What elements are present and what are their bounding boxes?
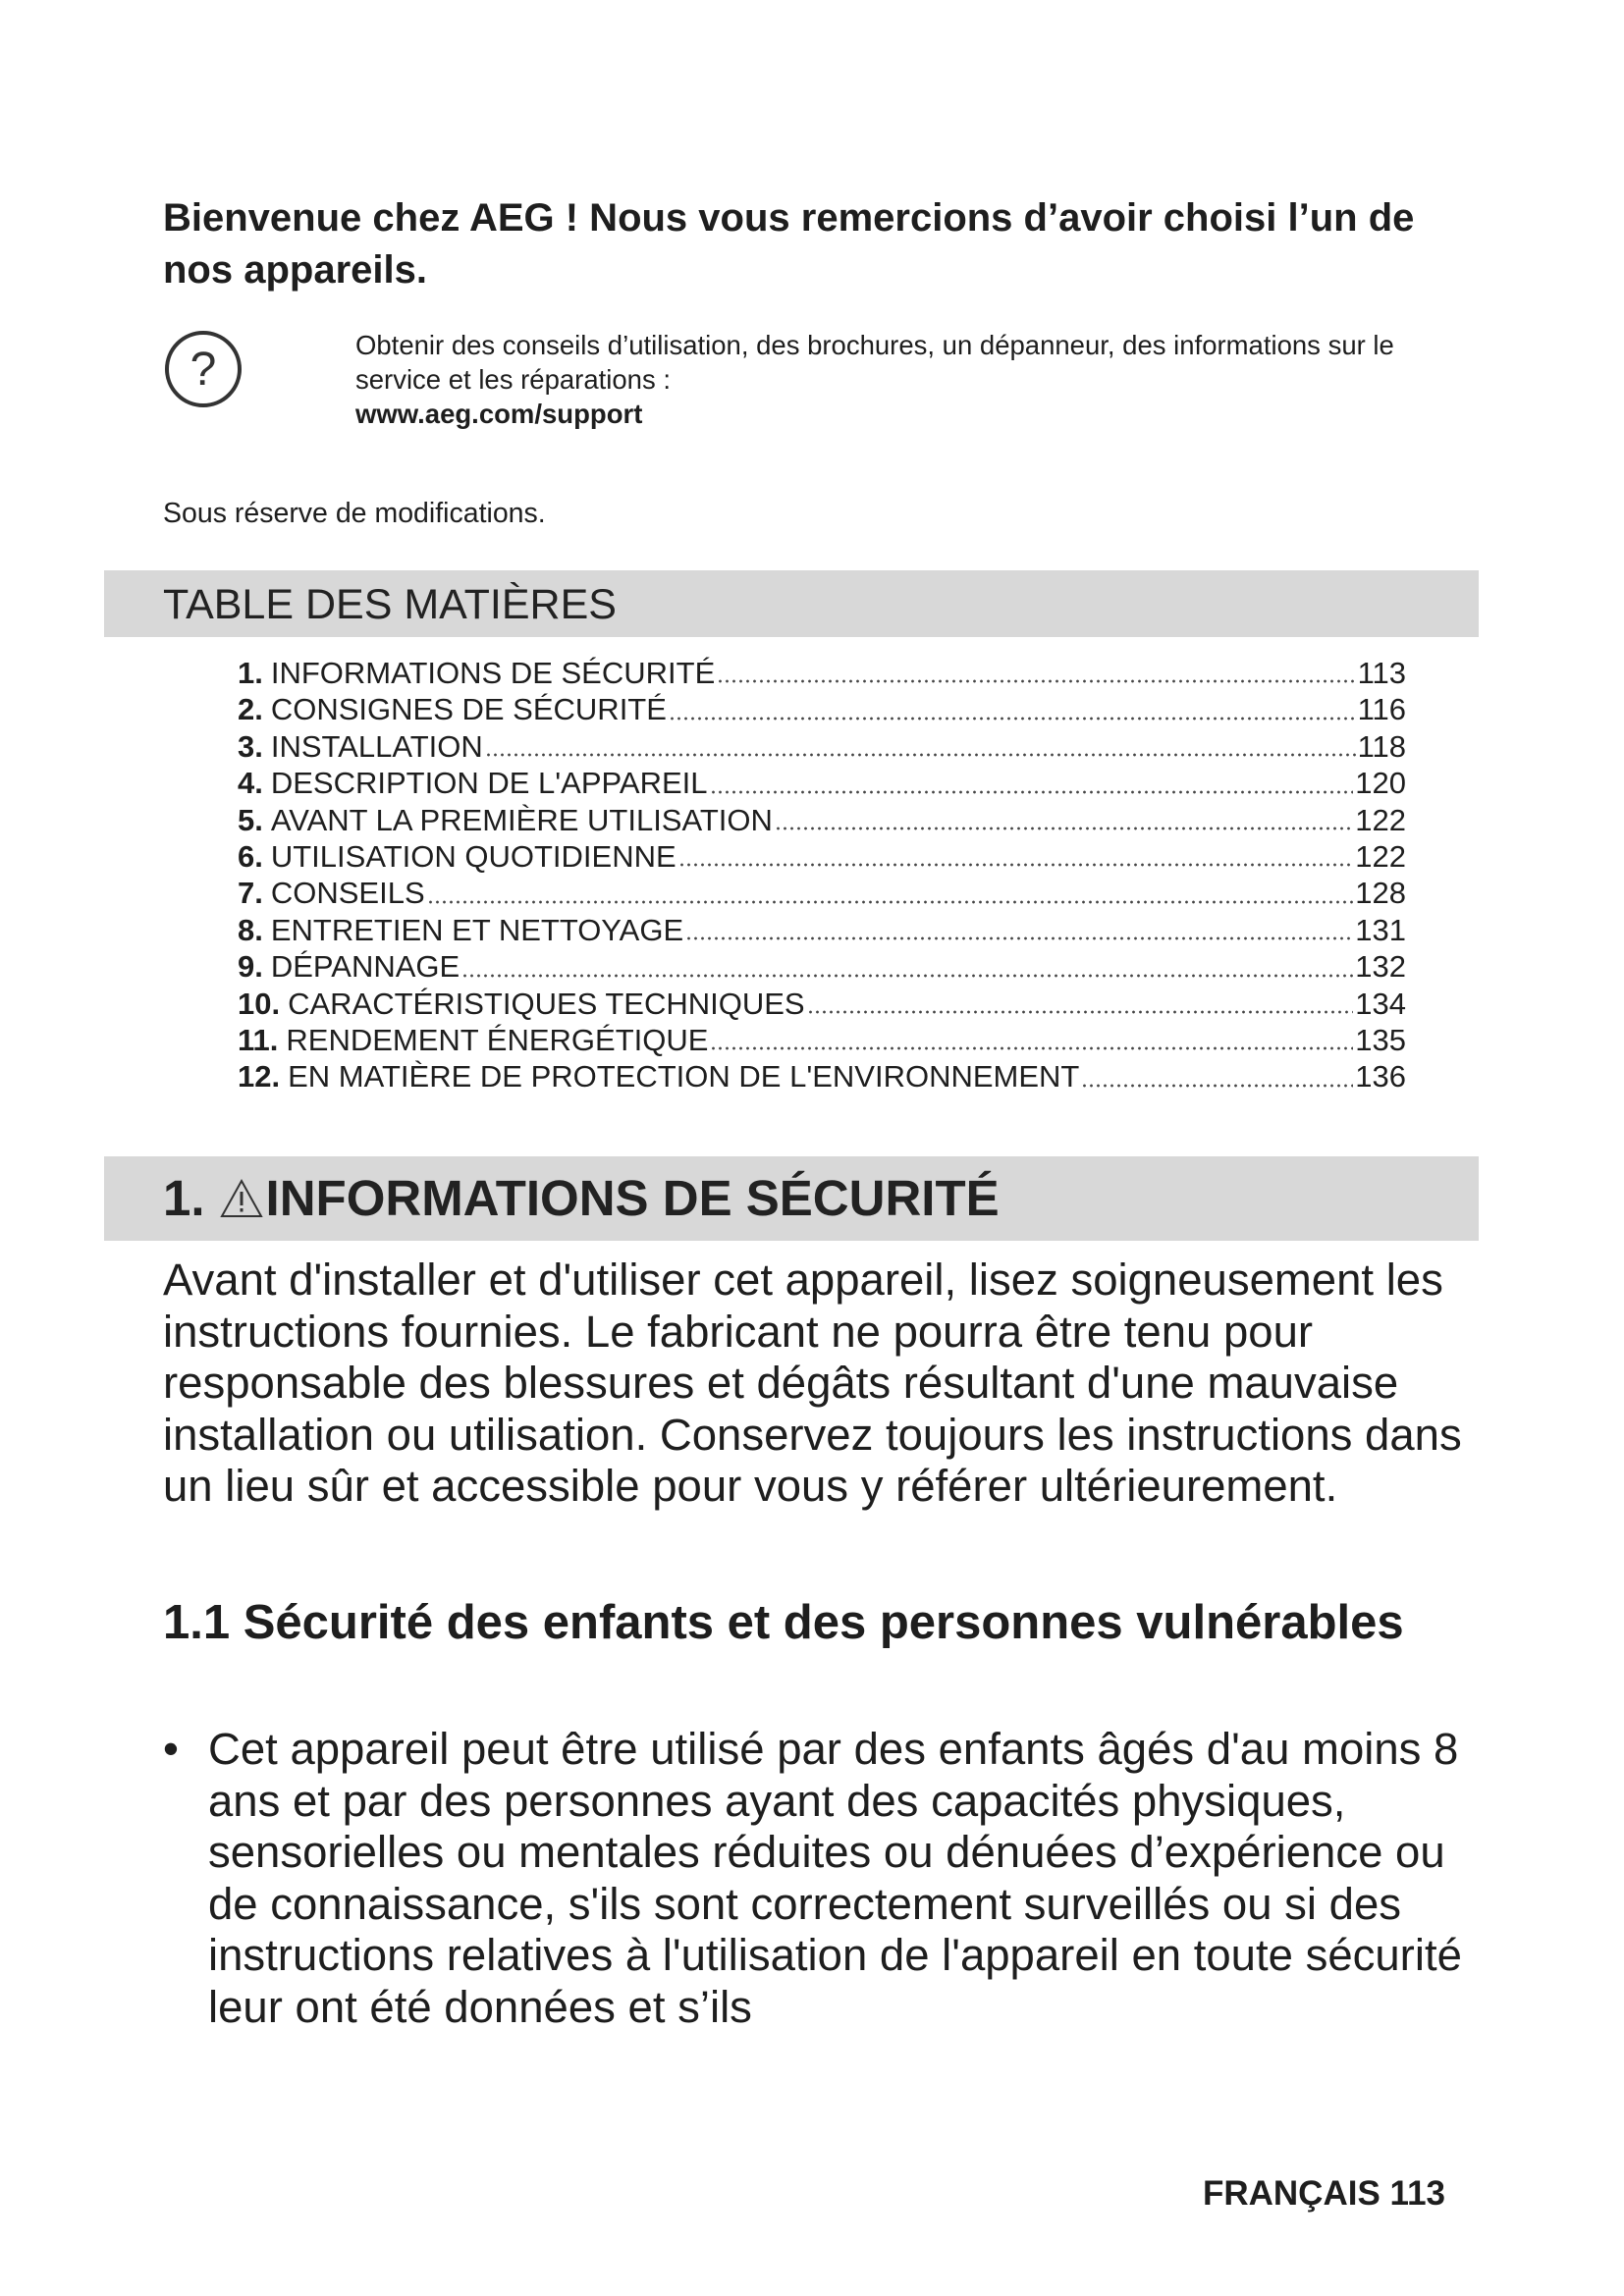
list-item: • Cet appareil peut être utilisé par des enfants âgés d'au moins 8 ans et par des personnes ayant des capacités physiques, sensorielles ou mentales réduites ou dénuées d’expérience ou de connaissance, s'ils sont correctement surveillés ou si des instructions relatives à l'utilisation de l'appareil en toute sécurité leur ont été données et s’ils [163,1724,1479,2033]
toc-entry-page: 134 [1355,986,1406,1021]
support-text: Obtenir des conseils d’utilisation, des brochures, un dépanneur, des informations sur le service et les réparations : [355,330,1394,395]
toc-entry[interactable] [238,765,1406,801]
toc-entry-page: 113 [1357,656,1406,690]
safety-bullet-list [163,1724,1479,2033]
toc-leader-dots [685,916,1353,941]
footer-page-number: 113 [1389,2174,1445,2213]
toc-entry-label: UTILISATION QUOTIDIENNE [270,838,677,874]
toc-entry-label: DÉPANNAGE [270,949,460,985]
toc-entry[interactable] [238,691,1406,727]
toc-entry-page: 132 [1355,949,1406,985]
toc-entry-label: ENTRETIEN ET NETTOYAGE [270,912,684,947]
table-of-contents [238,655,1406,1095]
footer-language: FRANÇAIS [1202,2174,1380,2213]
toc-leader-dots [807,989,1354,1015]
toc-entry-number: 11. [238,1022,279,1057]
toc-leader-dots [710,1026,1353,1051]
section-title-text: INFORMATIONS DE SÉCURITÉ [265,1170,1000,1226]
toc-entry-page: 128 [1355,876,1406,911]
toc-leader-dots [678,842,1354,868]
toc-entry-number: 7. [238,876,263,911]
toc-entry-number: 10. [238,986,281,1021]
toc-leader-dots [669,696,1356,721]
section-header-bar [104,1156,1479,1241]
welcome-heading: Bienvenue chez AEG ! Nous vous remercions d’avoir choisi l’un de nos appareils. [163,196,1415,292]
toc-entry[interactable] [238,802,1406,838]
toc-entry[interactable] [238,875,1406,911]
support-info [355,328,1485,431]
toc-entry-page: 122 [1355,838,1406,874]
toc-entry-label: DESCRIPTION DE L'APPAREIL [270,766,708,801]
toc-entry-label: CONSIGNES DE SÉCURITÉ [270,692,667,727]
toc-entry-label: CARACTÉRISTIQUES TECHNIQUES [288,986,805,1021]
toc-entry-label: EN MATIÈRE DE PROTECTION DE L'ENVIRONNEMENT [288,1059,1080,1095]
toc-entry[interactable] [238,1058,1406,1095]
toc-entry-page: 136 [1355,1059,1406,1095]
toc-title: TABLE DES MATIÈRES [163,581,617,628]
toc-entry[interactable] [238,838,1406,875]
toc-entry-number: 1. [238,656,263,690]
toc-entry-number: 2. [238,692,263,727]
toc-leader-dots [427,880,1354,905]
toc-leader-dots [461,953,1353,979]
toc-entry-page: 135 [1355,1022,1406,1057]
toc-entry-page: 116 [1357,692,1406,727]
toc-entry[interactable] [238,986,1406,1022]
toc-entry[interactable] [238,655,1406,691]
toc-entry-label: CONSEILS [270,876,425,911]
toc-entry[interactable] [238,912,1406,948]
toc-entry-page: 131 [1355,912,1406,947]
section-title [163,1156,1479,1241]
toc-entry-label: INFORMATIONS DE SÉCURITÉ [270,656,716,690]
toc-entry-number: 4. [238,766,263,801]
toc-entry-number: 12. [238,1059,281,1095]
toc-entry[interactable] [238,1022,1406,1058]
support-link[interactable]: www.aeg.com/support [355,399,643,429]
toc-leader-dots [775,806,1353,831]
toc-entry-label: RENDEMENT ÉNERGÉTIQUE [286,1022,709,1057]
toc-entry-number: 5. [238,802,263,837]
toc-entry-number: 9. [238,949,263,985]
section-intro: Avant d'installer et d'utiliser cet appareil, lisez soigneusement les instructions fournies. Le fabricant ne pourra être tenu pour responsable des blessures et dégâts résultant d'une mauvaise installation ou utilisation. Conservez toujours les instructions dans un lieu sûr et accessible pour vous y référer ultérieurement. [163,1255,1462,1511]
toc-leader-dots [710,770,1354,795]
toc-leader-dots [1081,1063,1353,1089]
toc-entry-number: 8. [238,912,263,947]
subsection-title: 1.1 Sécurité des enfants et des personnes vulnérables [163,1596,1404,1649]
toc-entry[interactable] [238,948,1406,985]
toc-entry-label: AVANT LA PREMIÈRE UTILISATION [270,802,773,837]
toc-entry[interactable] [238,728,1406,765]
modification-notice: Sous réserve de modifications. [163,498,546,529]
toc-leader-dots [717,659,1355,684]
toc-entry-page: 118 [1357,728,1406,764]
toc-entry-number: 3. [238,728,263,764]
toc-entry-number: 6. [238,838,263,874]
question-circle-icon [163,329,244,409]
toc-leader-dots [485,732,1356,758]
section-number: 1. [163,1170,205,1226]
toc-header-bar [104,570,1479,637]
toc-entry-label: INSTALLATION [270,728,483,764]
svg-text:?: ? [189,344,217,396]
toc-entry-page: 120 [1355,766,1406,801]
page-footer [1203,2173,1445,2215]
toc-entry-page: 122 [1355,802,1406,837]
warning-triangle-icon [219,1178,264,1219]
